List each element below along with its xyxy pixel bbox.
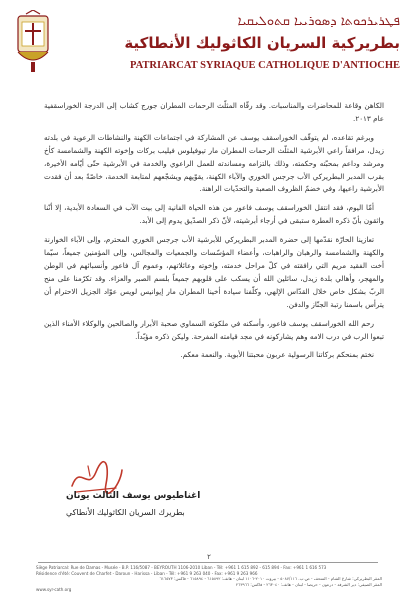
footer-address-line: Siège Patriarcal: Rue de Damas - Musée - B.P. 116/5087 - BEYROUTH 1106-2010 Liban - Tél: +961 1 615 892 - 615 894 - Fax: +961 1 616 573 xyxy=(36,565,327,570)
signer-title: بطريرك السريان الكاثوليك الأنطاكي xyxy=(66,508,185,517)
signer-name: اغناطيوس يوسف الثالث يونان xyxy=(66,491,201,501)
page-number: ٢ xyxy=(207,553,211,561)
french-letterhead-title: PATRIARCAT SYRIAQUE CATHOLIQUE D'ANTIOCHE xyxy=(129,60,400,71)
signature-block xyxy=(30,458,390,548)
footer-website-link[interactable]: www.syr-cath.org xyxy=(36,587,72,593)
patriarchal-coat-of-arms-logo xyxy=(14,10,52,74)
body-paragraph: رحم الله الخوراسقف يوسف فاعور، وأسكنه في ملكوته السماوي صحبة الأبرار والصالحين والوكلاء الأمناء الذين تبعوا الرب في درب الامه وهم يشاركونه في مجد قيامته المفرحة. وليكن ذكره مؤبّداً. xyxy=(44,318,384,341)
footer-address-line: Résidence d'été: Couvent de Charfet - Daroun - Harissa - Liban - Tél: +961 9 263 040 - Fax: +961 9 263 966 xyxy=(36,570,258,576)
body-paragraph: تعازينا الحارّة نقدّمها إلى حضرة المدبر البطريركي للأبرشية الأب جرجس الخوري المحترم، وإلى الآباء الخوارنة والكهنة والشمامسة والرهبان والراهبات، وأعضاء المؤسّسات والجمعيات والمجالس، وإلى المؤمنين جميعاً، سيّما أخت الفقيد مريم التي رافقته في كلّ مراحل خدمته، وإخوته وعائلاتهم، وعموم آل فاعور وأنسبائهم في الوطن والمهجر، وأهالي بلدة زيدل، سائلين الله أن يسكب على قلوبهم جميعاً بلسم الصبر والعزاء. وقد تكرّمنا على منح الربّ بشكل خاص خلال القدّاس الإلهي، وكلّفنا سيادة أخينا المطران مار إيوانيس لويس عوّاد الجزيل الاحترام أن يترأس باسمنا رتبة الجنّاز والدفن. xyxy=(44,235,384,309)
body-paragraph: أمّا اليوم، فقد انتقل الخوراسقف يوسف فاعور من هذه الحياة الفانية إلى بيت الآب في السعادة الأبدية، إلا أنّنا واثقون بأنّ ذكره العطرة ستبقى في أرجاء أبرشيته، لأنّ ذكر الصدّيق يدوم إلى الأبد. xyxy=(44,203,384,226)
footer-address-line: المقر البطريركي: شارع الشام - المتحف - ص.ب. ٥٠٨٧/١١٦ - بيروت ٢٠١٠-١١٠٦ لبنان - هاتف: ٦١٥٨٩٢ - ٦١٥٨٩٤ - فاكس: ٦١٦٥٧٣ xyxy=(159,576,382,582)
letterhead xyxy=(0,0,418,96)
letter-body xyxy=(44,100,384,368)
letterhead-footer xyxy=(36,565,382,593)
arabic-letterhead-title: بطريركية السريان الكاثوليك الأنطاكية xyxy=(124,34,400,52)
body-paragraph: نختم بمنحكم بركاتنا الرسولية عربون محبتنا الأبوية. والنعمة معكم. xyxy=(180,350,374,360)
footer-divider xyxy=(38,562,378,563)
syriac-letterhead-title: ܦܛܪܝܪܟܘܬܐ ܕܣܘܪܝܝܐ ܩܬܘܠܝܩܝܐ xyxy=(237,14,400,29)
body-paragraph: وبرغم تقاعده، لم يتوقّف الخوراسقف يوسف عن المشاركة في اجتماعات الكهنة والنشاطات الرعوية في بلدته زيدل، مرافقاً راعي الأبرشية المثلّث الرحمات المطران مار تيوفيلوس فيليب بركات وإخوته الكهنة والشمامسة كأخ ومرشد وداعم بمحبّته وحكمته، وذلك بالتزامه ومساندته للعمل الراعوي والخدمة في الأبرشية حتّى أيّامه الأخيرة، بقرب المدبر البطريركي الأب جرجس الخوري والآباء الكهنة، يقوّيهم ويشجّعهم لمتابعة الخدمة، خاصّةً بعد أن فقدت الأبرشية راعيها، وفي خضمّ الظروف الصعبة والتحدّيات الراهنة. xyxy=(44,132,384,194)
body-paragraph: الكاهن وقاعة للمحاضرات والمناسبات. وقد رقّاه المثلّث الرحمات المطران جورج كشاب إلى الدرجة الخوراسقفية عام ٢٠١٣. xyxy=(44,101,384,123)
footer-address-line: المقر الصيفي: دير الشرفة - درعون - حريصا - لبنان - هاتف: ٢٦٣٠٤٠ - فاكس: ٢٦٣٩٦٦ xyxy=(235,581,382,587)
